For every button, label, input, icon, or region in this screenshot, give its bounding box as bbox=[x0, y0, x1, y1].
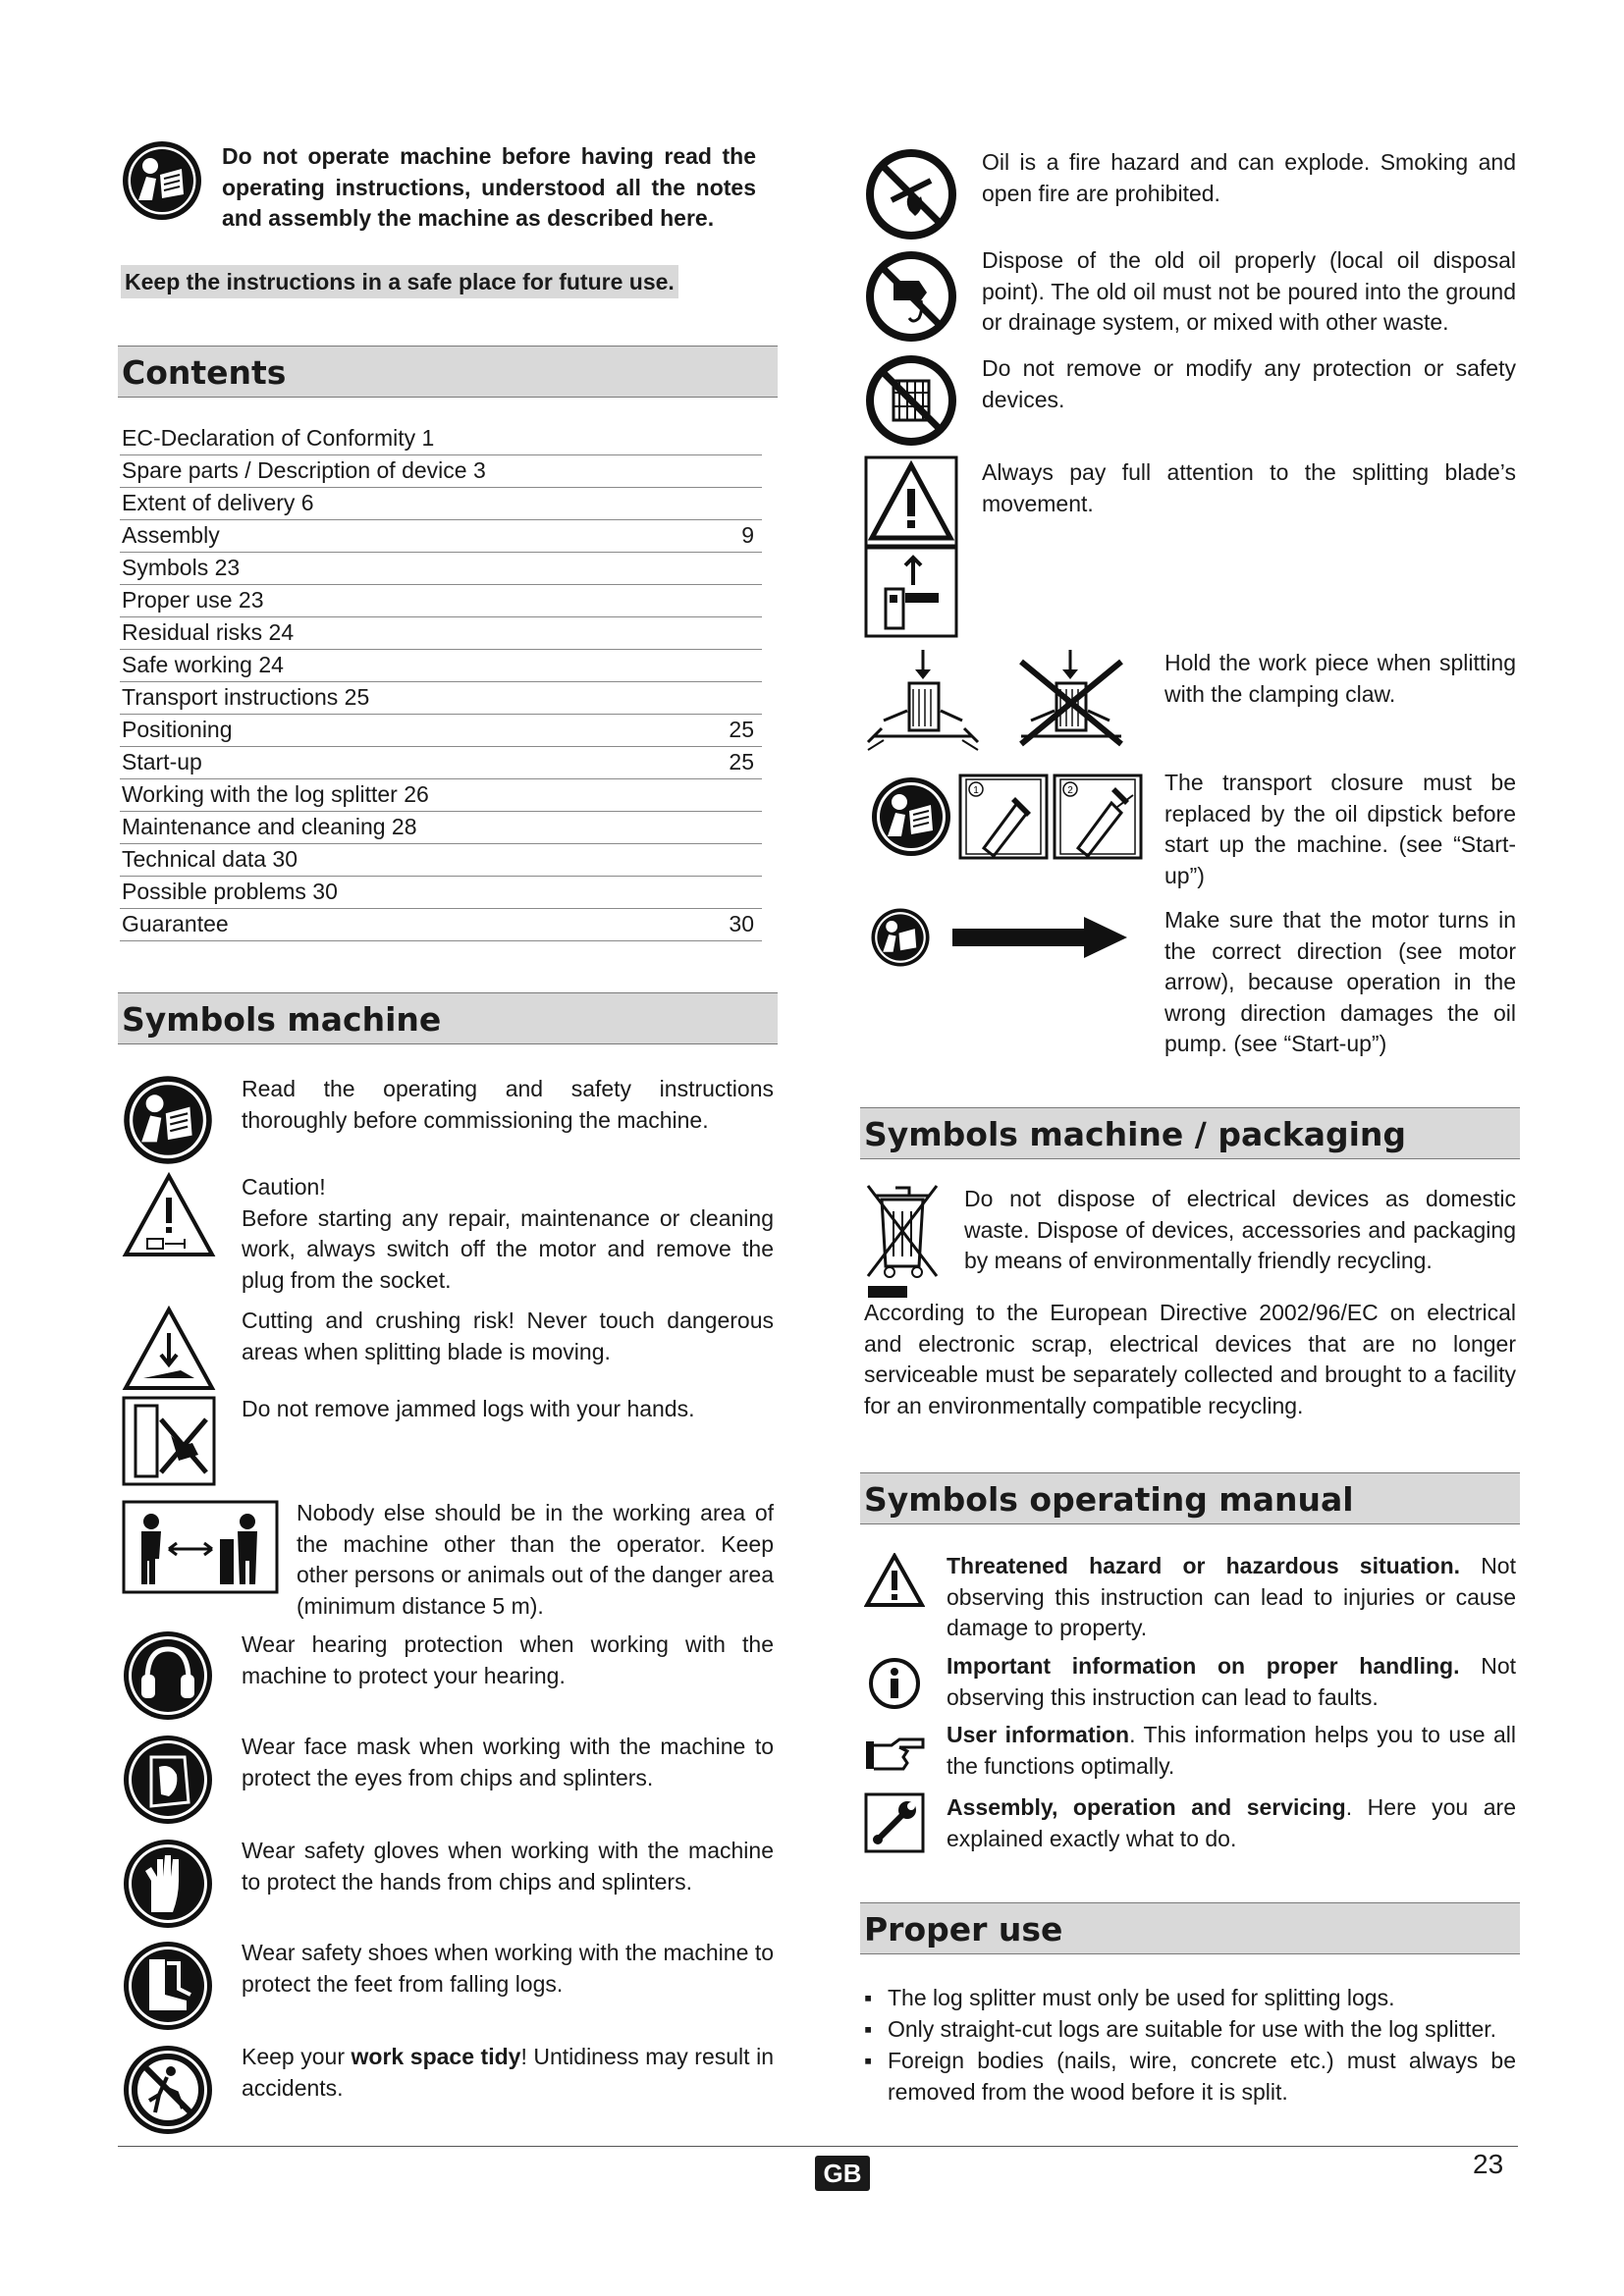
contents-row-label: Safe working 24 bbox=[122, 652, 284, 677]
proper-use-item bbox=[864, 2014, 1516, 2046]
safety-shoes-icon bbox=[122, 1940, 214, 2032]
packaging-text-1: Do not dispose of electrical devices as domestic waste. Dispose of devices, accessories and packaging by means of environmentally friendly recycling. bbox=[964, 1186, 1516, 1273]
contents-row bbox=[120, 908, 762, 941]
bullet-icon: ▪ bbox=[864, 2048, 873, 2073]
symbols-machine-heading: Symbols machine bbox=[118, 992, 778, 1044]
caution-title: Caution! bbox=[242, 1174, 326, 1200]
info-bold: Important information on proper handling. bbox=[947, 1653, 1460, 1679]
read-manual-small-icon bbox=[870, 775, 952, 858]
keep-distance-text: Nobody else should be in the working area of the machine other than the operator. Keep other persons or animals out of the danger area (minimum distance 5 m). bbox=[297, 1500, 774, 1619]
motor-direction-text: Make sure that the motor turns in the correct direction (see motor arrow), because operation in the wrong direction damages the oil pump. (see “Start-up”) bbox=[1164, 907, 1516, 1056]
cutting-hazard-text: Cutting and crushing risk! Never touch dangerous areas when splitting blade is moving. bbox=[242, 1308, 774, 1364]
contents-row bbox=[120, 584, 762, 617]
caution-text: Before starting any repair, maintenance or cleaning work, always switch off the motor and remove the plug from the socket. bbox=[242, 1204, 774, 1293]
contents-row-page: 30 bbox=[729, 911, 754, 936]
proper-use-item bbox=[864, 1983, 1516, 2014]
user-info-text bbox=[947, 1720, 1516, 1782]
caution-block bbox=[242, 1172, 774, 1296]
step-2-label: 2 bbox=[1067, 785, 1073, 796]
language-code: GB bbox=[823, 2159, 862, 2188]
cutting-hazard-icon bbox=[122, 1306, 216, 1394]
contents-row-label: Guarantee bbox=[122, 911, 229, 936]
tidy-workspace-icon bbox=[122, 2044, 214, 2136]
contents-row bbox=[120, 811, 762, 844]
contents-row bbox=[120, 649, 762, 682]
transport-closure-step1-icon bbox=[958, 774, 1049, 860]
hazard-text bbox=[947, 1551, 1516, 1644]
face-mask-text: Wear face mask when working with the machine to protect the eyes from chips and splinters. bbox=[242, 1734, 774, 1790]
read-manual-icon bbox=[121, 139, 203, 222]
step-1-label: 1 bbox=[973, 785, 979, 796]
hearing-protection-icon bbox=[122, 1629, 214, 1722]
no-hands-jammed-log-icon bbox=[122, 1396, 216, 1486]
keep-instructions-text: Keep the instructions in a safe place for future use. bbox=[125, 269, 675, 294]
info-rest: Not observing this instruction can lead to faults. bbox=[947, 1653, 1516, 1710]
oil-disposal-icon bbox=[864, 249, 958, 344]
proper-use-item-text: Foreign bodies (nails, wire, concrete etc.) must always be removed from the wood before it is split. bbox=[888, 2048, 1516, 2105]
page-number: 23 bbox=[1473, 2149, 1504, 2179]
contents-row-label: Technical data 30 bbox=[122, 846, 298, 872]
tidy-text-a: Keep your bbox=[242, 2044, 352, 2069]
contents-row bbox=[120, 422, 762, 455]
user-info-rest: . This information helps you to use all the functions optimally. bbox=[947, 1722, 1516, 1779]
language-badge bbox=[815, 2156, 870, 2191]
contents-row bbox=[120, 681, 762, 715]
contents-row bbox=[120, 746, 762, 779]
info-text bbox=[947, 1651, 1516, 1713]
protection-text: Do not remove or modify any protection or safety devices. bbox=[982, 355, 1516, 412]
contents-row bbox=[120, 519, 762, 553]
hearing-protection-text: Wear hearing protection when working with the machine to protect your hearing. bbox=[242, 1631, 774, 1688]
weee-bin-icon bbox=[864, 1182, 941, 1300]
manual-heading: Symbols operating manual bbox=[860, 1472, 1520, 1524]
intro-warning: Do not operate machine before having read the operating instructions, understood all the notes and assembly the machine as described here. bbox=[222, 143, 756, 231]
contents-row bbox=[120, 487, 762, 520]
contents-row bbox=[120, 616, 762, 650]
oil-fire-text: Oil is a fire hazard and can explode. Smoking and open fire are prohibited. bbox=[982, 149, 1516, 206]
contents-row-label: Maintenance and cleaning 28 bbox=[122, 814, 417, 839]
bullet-icon: ▪ bbox=[864, 2016, 873, 2042]
contents-row bbox=[120, 714, 762, 747]
packaging-heading: Symbols machine / packaging bbox=[860, 1107, 1520, 1159]
contents-row-label: EC-Declaration of Conformity 1 bbox=[122, 425, 435, 451]
motor-direction-arrow-icon bbox=[952, 915, 1129, 960]
transport-closure-step2-icon bbox=[1053, 774, 1143, 860]
read-manual-motor-icon bbox=[870, 907, 931, 968]
proper-use-heading: Proper use bbox=[860, 1902, 1520, 1954]
contents-row-label: Possible problems 30 bbox=[122, 879, 338, 904]
clamping-claw-icon bbox=[864, 646, 1149, 754]
proper-use-item-text: The log splitter must only be used for splitting logs. bbox=[888, 1985, 1395, 2010]
safety-gloves-icon bbox=[122, 1838, 214, 1930]
contents-row-label: Assembly bbox=[122, 522, 220, 548]
packaging-text-2: According to the European Directive 2002/96/EC on electrical and electronic scrap, electrical devices that are no longer serviceable must be separately collected and brought to a facility for an environmentally compatible recycling. bbox=[864, 1300, 1516, 1418]
proper-use-item bbox=[864, 2046, 1516, 2108]
contents-row-page: 25 bbox=[729, 717, 754, 742]
contents-row-label: Positioning bbox=[122, 717, 233, 742]
contents-row-label: Extent of delivery 6 bbox=[122, 490, 314, 515]
keep-distance-icon bbox=[122, 1500, 279, 1594]
bullet-icon: ▪ bbox=[864, 1985, 873, 2010]
assembly-text bbox=[947, 1792, 1516, 1854]
caution-unplug-icon bbox=[122, 1172, 216, 1260]
jammed-logs-text: Do not remove jammed logs with your hands. bbox=[242, 1396, 695, 1421]
attention-text: Always pay full attention to the splitting blade’s movement. bbox=[982, 459, 1516, 516]
footer-rule bbox=[118, 2146, 1518, 2147]
hazard-rest: Not observing this instruction can lead to injuries or cause damage to property. bbox=[947, 1553, 1516, 1640]
contents-row-label: Transport instructions 25 bbox=[122, 684, 370, 710]
safety-gloves-text: Wear safety gloves when working with the machine to protect the hands from chips and splinters. bbox=[242, 1838, 774, 1895]
oil-dispose-text: Dispose of the old oil properly (local oil disposal point). The old oil must not be poured into the ground or drainage system, or mixed with other waste. bbox=[982, 247, 1516, 335]
contents-row bbox=[120, 843, 762, 877]
contents-row-label: Proper use 23 bbox=[122, 587, 264, 613]
tidy-workspace-text bbox=[242, 2042, 774, 2104]
keep-instructions-note bbox=[121, 265, 678, 298]
safety-shoes-text: Wear safety shoes when working with the machine to protect the feet from falling logs. bbox=[242, 1940, 774, 1997]
hazard-bold: Threatened hazard or hazardous situation. bbox=[947, 1553, 1461, 1578]
hold-workpiece-text: Hold the work piece when splitting with the clamping claw. bbox=[1164, 650, 1516, 707]
no-smoking-open-fire-icon bbox=[864, 147, 958, 241]
contents-row-label: Residual risks 24 bbox=[122, 619, 295, 645]
contents-row bbox=[120, 454, 762, 488]
tidy-text-c: ! Untidiness may result in accidents. bbox=[242, 2044, 774, 2101]
contents-row-label: Symbols 23 bbox=[122, 555, 241, 580]
tidy-text-bold: work space tidy bbox=[351, 2044, 521, 2069]
contents-heading: Contents bbox=[118, 346, 778, 398]
contents-row-label: Spare parts / Description of device 3 bbox=[122, 457, 486, 483]
read-instructions-text: Read the operating and safety instructions thoroughly before commissioning the machine. bbox=[242, 1076, 774, 1133]
pointing-hand-icon bbox=[864, 1734, 927, 1773]
no-modify-protection-icon bbox=[864, 353, 958, 448]
transport-closure-text: The transport closure must be replaced by the oil dipstick before start up the machine. (see “Start-up”) bbox=[1164, 770, 1516, 888]
contents-row-page: 9 bbox=[741, 522, 754, 548]
info-icon bbox=[868, 1657, 921, 1710]
read-instructions-icon bbox=[122, 1074, 214, 1166]
proper-use-item-text: Only straight-cut logs are suitable for use with the log splitter. bbox=[888, 2016, 1497, 2042]
contents-row bbox=[120, 778, 762, 812]
user-info-bold: User information bbox=[947, 1722, 1130, 1747]
contents-row-page: 25 bbox=[729, 749, 754, 774]
hazard-warning-icon bbox=[864, 1553, 925, 1608]
contents-row bbox=[120, 876, 762, 909]
attention-blade-icon bbox=[864, 455, 958, 638]
assembly-rest: . Here you are explained exactly what to do. bbox=[947, 1794, 1516, 1851]
contents-row bbox=[120, 552, 762, 585]
wrench-icon bbox=[864, 1792, 925, 1853]
contents-row-label: Start-up bbox=[122, 749, 202, 774]
contents-row-label: Working with the log splitter 26 bbox=[122, 781, 429, 807]
assembly-bold: Assembly, operation and servicing bbox=[947, 1794, 1346, 1820]
face-mask-icon bbox=[122, 1734, 214, 1826]
